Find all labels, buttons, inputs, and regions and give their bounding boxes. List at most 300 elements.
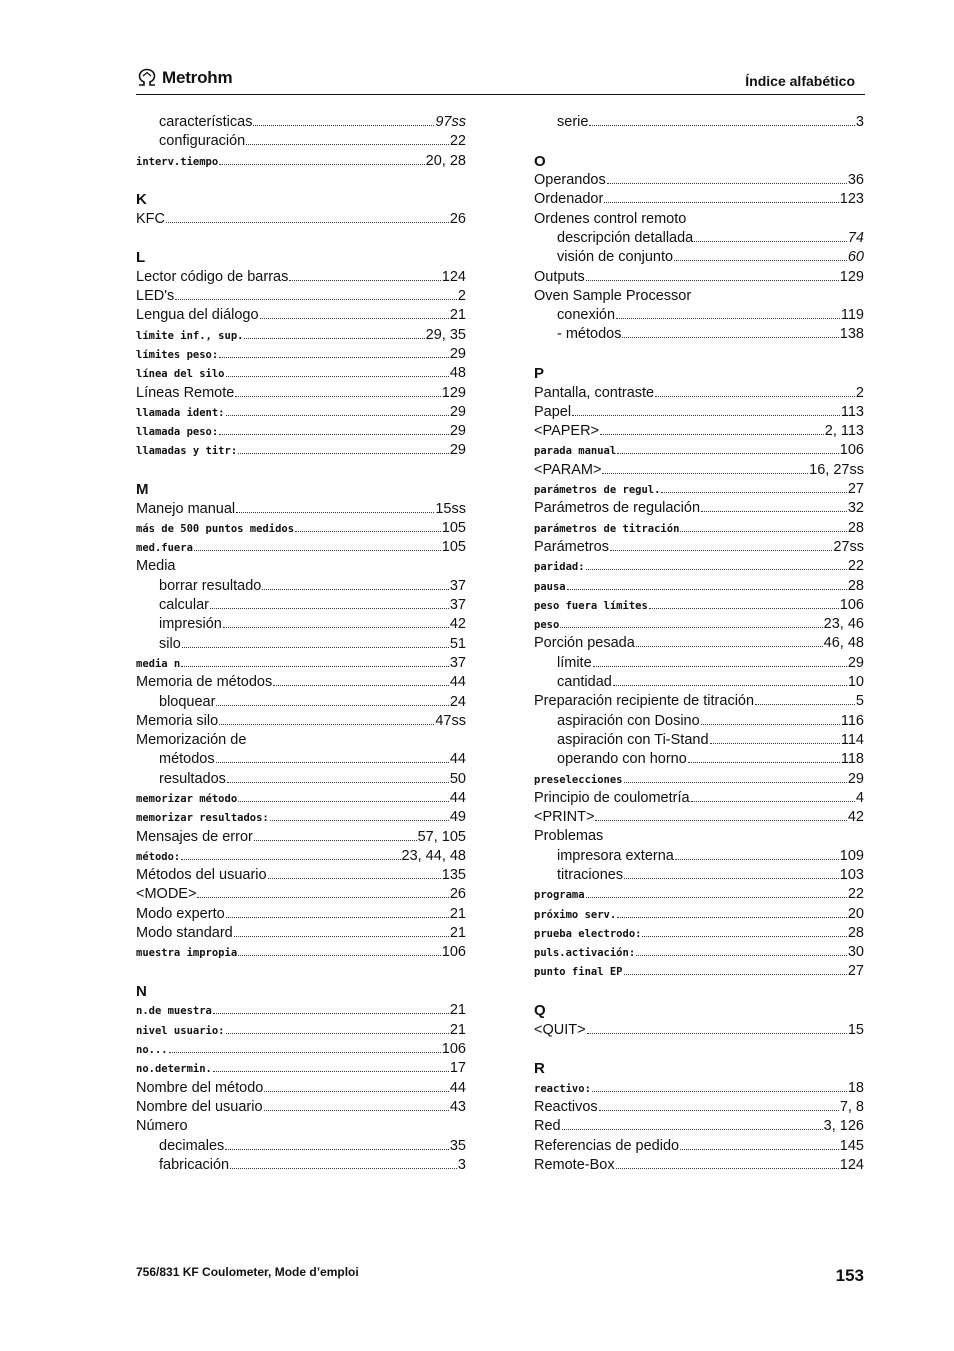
index-entry: [534, 441, 864, 460]
index-group-label: [534, 827, 864, 846]
entry-term: Memoria de métodos: [136, 674, 273, 691]
entry-page-ref: 44: [449, 674, 466, 691]
entry-term: serie: [557, 114, 589, 130]
entry-page-ref: 20: [847, 905, 864, 922]
dot-leader: [616, 318, 840, 319]
index-entry: [534, 538, 864, 557]
dot-leader: [600, 434, 824, 435]
entry-term: resultados: [159, 770, 226, 787]
index-entry: [136, 1079, 466, 1098]
index-entry: [136, 943, 466, 962]
index-entry: [534, 190, 864, 209]
index-entry: [136, 210, 466, 229]
dot-leader: [226, 376, 449, 377]
entry-term: Nombre del usuario: [136, 1098, 263, 1115]
entry-term: Parámetros de regulación: [534, 500, 701, 517]
entry-term: Líneas Remote: [136, 384, 235, 401]
dot-leader: [587, 1033, 847, 1034]
entry-page-ref: 114: [840, 731, 864, 748]
entry-page-ref: 16, 27ss: [809, 461, 864, 478]
section-title: Índice alfabético: [745, 73, 855, 89]
index-entry: [136, 693, 466, 712]
entry-page-ref: 27: [847, 481, 864, 498]
dot-leader: [246, 144, 449, 145]
index-entry: [534, 770, 864, 789]
entry-term: Operandos: [534, 172, 606, 189]
entry-page-ref: 118: [840, 751, 864, 768]
index-entry: [136, 384, 466, 403]
index-entry: [136, 712, 466, 731]
dot-leader: [226, 917, 449, 918]
entry-term: Preparación recipiente de titración: [534, 693, 755, 710]
dot-leader: [624, 878, 839, 879]
dot-leader: [694, 241, 847, 242]
dot-leader: [755, 704, 855, 705]
index-entry: [534, 403, 864, 422]
dot-leader: [624, 782, 847, 783]
dot-leader: [219, 724, 434, 725]
dot-leader: [270, 820, 449, 821]
dot-leader: [622, 337, 838, 338]
entry-page-ref: 37: [449, 577, 466, 594]
entry-term: programa: [534, 889, 585, 902]
dot-leader: [197, 897, 448, 898]
entry-term: más de 500 puntos medidos: [136, 522, 295, 535]
index-entry: [136, 635, 466, 654]
dot-leader: [655, 396, 855, 397]
entry-term: Principio de coulometría: [534, 789, 690, 806]
index-column-right: [534, 113, 864, 1175]
entry-term: Pantalla, contraste: [534, 384, 655, 401]
dot-leader: [610, 550, 832, 551]
entry-term: límite inf., sup.: [136, 329, 244, 342]
entry-page-ref: 32: [847, 500, 864, 517]
entry-page-ref: 129: [441, 384, 466, 401]
entry-page-ref: 42: [847, 809, 864, 826]
entry-page-ref: 29: [449, 403, 466, 420]
index-entry: [136, 673, 466, 692]
dot-leader: [289, 280, 440, 281]
entry-term: parámetros de regul.: [534, 484, 661, 497]
entry-term: KFC: [136, 210, 165, 227]
entry-page-ref: 2: [855, 384, 864, 401]
entry-term: línea del silo: [136, 368, 225, 381]
dot-leader: [213, 1071, 449, 1072]
index-group-label: [136, 557, 466, 576]
dot-leader: [234, 936, 449, 937]
index-entry: [136, 1001, 466, 1020]
dot-leader: [225, 1149, 449, 1150]
entry-page-ref: 22: [449, 133, 466, 150]
entry-page-ref: 15: [847, 1021, 864, 1038]
entry-page-ref: 51: [449, 635, 466, 652]
index-entry: [136, 577, 466, 596]
index-entry: [534, 461, 864, 480]
entry-page-ref: 10: [847, 674, 864, 691]
entry-term: conexión: [557, 307, 616, 324]
dot-leader: [254, 840, 417, 841]
index-entry: [136, 422, 466, 441]
index-entry: [136, 789, 466, 808]
entry-term: med.fuera: [136, 542, 193, 555]
index-entry: [136, 615, 466, 634]
index-entry: [534, 692, 864, 711]
letter-heading: Q: [534, 1002, 546, 1020]
dot-leader: [227, 782, 449, 783]
index-entry: [534, 808, 864, 827]
entry-page-ref: 106: [839, 596, 864, 613]
dot-leader: [219, 164, 424, 165]
entry-term: límites peso:: [136, 348, 219, 361]
entry-page-ref: 124: [839, 1156, 864, 1173]
dot-leader: [264, 1091, 449, 1092]
entry-page-ref: 29: [449, 345, 466, 362]
index-entry: [534, 1117, 864, 1136]
dot-leader: [235, 396, 440, 397]
dot-leader: [636, 646, 823, 647]
entry-term: aspiración con Ti-Stand: [557, 731, 709, 748]
index-entry: [534, 480, 864, 499]
index-entry: [136, 1040, 466, 1059]
index-entry: [534, 557, 864, 576]
dot-leader: [599, 1110, 839, 1111]
dot-leader: [593, 666, 847, 667]
index-group-label: [534, 287, 864, 306]
index-entry: [534, 577, 864, 596]
entry-page-ref: 97ss: [435, 114, 466, 130]
index-entry: [136, 1098, 466, 1117]
entry-page-ref: 44: [449, 1079, 466, 1096]
entry-page-ref: 44: [449, 790, 466, 806]
dot-leader: [586, 897, 847, 898]
entry-page-ref: 124: [441, 268, 466, 285]
entry-page-ref: 21: [449, 905, 466, 922]
index-entry: [534, 1098, 864, 1117]
dot-leader: [617, 453, 839, 454]
dot-leader: [636, 955, 847, 956]
entry-term: Ordenador: [534, 191, 604, 208]
letter-heading: O: [534, 152, 546, 170]
dot-leader: [194, 550, 441, 551]
letter-heading: L: [136, 249, 146, 267]
dot-leader: [253, 125, 434, 126]
entry-term: características: [159, 114, 253, 130]
entry-page-ref: 103: [839, 866, 864, 883]
index-entry: [136, 1156, 466, 1175]
dot-leader: [560, 627, 822, 628]
index-entry: [136, 847, 466, 866]
index-entry: [534, 306, 864, 325]
index-entry: [534, 596, 864, 615]
entry-term: cantidad: [557, 674, 612, 691]
dot-leader: [680, 531, 846, 532]
letter-heading: R: [534, 1060, 545, 1078]
entry-page-ref: 15ss: [435, 500, 466, 517]
dot-leader: [260, 318, 449, 319]
entry-term: Porción pesada: [534, 635, 635, 652]
dot-leader: [181, 859, 400, 860]
entry-page-ref: 23, 46: [823, 616, 864, 633]
entry-page-ref: 35: [449, 1137, 466, 1154]
metrohm-omega-icon: [136, 68, 158, 88]
dot-leader: [216, 705, 448, 706]
dot-leader: [230, 1168, 457, 1169]
letter-heading: N: [136, 983, 147, 1001]
entry-term: <QUIT>: [534, 1021, 586, 1038]
entry-page-ref: 2: [457, 288, 466, 305]
entry-term: Oven Sample Processor: [534, 287, 692, 304]
dot-leader: [688, 762, 840, 763]
entry-term: Modo standard: [136, 925, 233, 942]
entry-term: memorizar método: [136, 793, 238, 805]
dot-leader: [182, 647, 449, 648]
index-entry: [534, 634, 864, 653]
entry-page-ref: 29, 35: [425, 326, 466, 343]
entry-term: media n: [136, 657, 181, 670]
entry-term: calcular: [159, 597, 209, 614]
entry-page-ref: 106: [441, 944, 466, 961]
entry-page-ref: 145: [839, 1137, 864, 1154]
entry-term: <MODE>: [136, 886, 197, 903]
index-entry: [534, 962, 864, 981]
entry-page-ref: 29: [449, 442, 466, 459]
index-entry: [136, 500, 466, 519]
entry-term: paridad:: [534, 561, 585, 574]
index-entry: [136, 1021, 466, 1040]
entry-page-ref: 138: [839, 326, 864, 343]
entry-page-ref: 46, 48: [823, 635, 864, 652]
dot-leader: [262, 589, 449, 590]
manual-title: 756/831 KF Coulometer, Mode d’emploi: [136, 1265, 359, 1279]
index-entry: [136, 132, 466, 151]
entry-term: Modo experto: [136, 905, 225, 922]
dot-leader: [226, 1033, 449, 1034]
entry-page-ref: 3: [855, 114, 864, 130]
entry-term: nivel usuario:: [136, 1024, 225, 1037]
index-entry: [534, 248, 864, 267]
index-entry: [534, 885, 864, 904]
dot-leader: [586, 569, 847, 570]
dot-leader: [616, 1168, 839, 1169]
dot-leader: [617, 917, 847, 918]
index-entry: [136, 403, 466, 422]
dot-leader: [602, 473, 808, 474]
entry-term: Lengua del diálogo: [136, 307, 259, 324]
entry-page-ref: 129: [839, 268, 864, 285]
dot-leader: [691, 801, 855, 802]
index-entry: [136, 905, 466, 924]
entry-term: Métodos del usuario: [136, 867, 267, 884]
entry-term: preselecciones: [534, 773, 623, 786]
entry-page-ref: 47ss: [435, 712, 466, 729]
entry-page-ref: 30: [847, 944, 864, 961]
entry-page-ref: 29: [847, 654, 864, 671]
entry-term: n.de muestra: [136, 1005, 212, 1018]
index-entry: [534, 673, 864, 692]
index-entry: [534, 229, 864, 248]
index-entry: [534, 905, 864, 924]
entry-term: impresora externa: [557, 847, 674, 864]
index-entry: [534, 866, 864, 885]
entry-page-ref: 105: [441, 539, 466, 556]
entry-page-ref: 37: [449, 654, 466, 671]
entry-page-ref: 22: [847, 886, 864, 903]
entry-page-ref: 21: [449, 1002, 466, 1019]
dot-leader: [216, 762, 449, 763]
index-entry: [136, 538, 466, 557]
entry-term: punto final EP: [534, 966, 623, 979]
entry-page-ref: 5: [855, 693, 864, 710]
entry-term: visión de conjunto: [557, 249, 674, 266]
index-group-label: [534, 210, 864, 229]
entry-page-ref: 135: [441, 867, 466, 884]
entry-term: muestra impropia: [136, 947, 238, 960]
index-entry: [136, 1059, 466, 1078]
dot-leader: [701, 724, 840, 725]
dot-leader: [238, 801, 449, 802]
entry-page-ref: 60: [847, 249, 864, 266]
entry-page-ref: 49: [449, 809, 466, 826]
entry-term: Lector código de barras: [136, 268, 289, 285]
index-entry: [534, 384, 864, 403]
index-entry: [534, 499, 864, 518]
dot-leader: [181, 666, 449, 667]
entry-page-ref: 2, 113: [824, 423, 864, 440]
entry-term: bloquear: [159, 693, 216, 710]
index-entry: [136, 770, 466, 789]
index-entry: [534, 268, 864, 287]
brand-name: Metrohm: [162, 68, 233, 87]
entry-term: métodos: [159, 751, 215, 768]
brand-logo: [136, 66, 232, 90]
entry-term: Parámetros: [534, 538, 609, 555]
entry-term: <PAPER>: [534, 423, 600, 440]
entry-term: parada manual: [534, 445, 617, 458]
index-entry: [136, 441, 466, 460]
entry-term: descripción detallada: [557, 229, 694, 246]
entry-term: Problemas: [534, 828, 604, 845]
entry-term: Media: [136, 558, 176, 575]
index-column-left: [136, 113, 466, 1175]
entry-term: Memoria silo: [136, 712, 219, 729]
entry-page-ref: 21: [449, 307, 466, 324]
dot-leader: [219, 357, 449, 358]
entry-term: aspiración con Dosino: [557, 712, 700, 729]
entry-page-ref: 22: [847, 558, 864, 575]
entry-term: decimales: [159, 1137, 225, 1154]
entry-term: operando con horno: [557, 751, 687, 768]
entry-term: Red: [534, 1118, 561, 1135]
index-entry: [136, 654, 466, 673]
entry-term: llamada peso:: [136, 426, 219, 439]
index-entry: [534, 615, 864, 634]
index-entry: [534, 113, 864, 132]
letter-heading: M: [136, 481, 149, 499]
entry-page-ref: 50: [449, 770, 466, 787]
entry-page-ref: 20, 28: [425, 152, 466, 169]
index-entry: [534, 1079, 864, 1098]
entry-page-ref: 106: [839, 442, 864, 459]
dot-leader: [604, 202, 838, 203]
entry-term: puls.activación:: [534, 947, 636, 960]
dot-leader: [674, 260, 847, 261]
entry-page-ref: 48: [449, 365, 466, 382]
entry-term: reactivo:: [534, 1082, 591, 1095]
entry-term: LED's: [136, 288, 175, 305]
entry-page-ref: 44: [449, 751, 466, 768]
index-entry: [534, 171, 864, 190]
index-group-label: [136, 731, 466, 750]
entry-term: Remote-Box: [534, 1156, 615, 1173]
entry-term: titraciones: [557, 866, 624, 883]
entry-term: Papel: [534, 403, 572, 420]
entry-term: configuración: [159, 133, 246, 150]
entry-page-ref: 74: [847, 229, 864, 246]
entry-term: - métodos: [557, 326, 622, 343]
index-entry: [136, 828, 466, 847]
entry-page-ref: 109: [839, 847, 864, 864]
dot-leader: [586, 280, 839, 281]
entry-page-ref: 105: [441, 519, 466, 536]
entry-page-ref: 116: [840, 712, 864, 729]
dot-leader: [169, 1052, 441, 1053]
entry-term: Referencias de pedido: [534, 1137, 680, 1154]
entry-term: Mensajes de error: [136, 828, 253, 845]
index-entry: [136, 924, 466, 943]
index-entry: [534, 1021, 864, 1040]
letter-heading: K: [136, 191, 147, 209]
entry-term: pausa: [534, 580, 566, 593]
index-entry: [534, 422, 864, 441]
entry-term: fabricación: [159, 1156, 230, 1173]
entry-page-ref: 28: [847, 924, 864, 941]
index-entry: [534, 1156, 864, 1175]
entry-page-ref: 26: [449, 210, 466, 227]
index-entry: [534, 924, 864, 943]
entry-page-ref: 28: [847, 519, 864, 536]
dot-leader: [592, 1091, 847, 1092]
page-header: [136, 66, 865, 95]
index-entry: [534, 712, 864, 731]
dot-leader: [642, 936, 846, 937]
entry-term: impresión: [159, 616, 222, 633]
dot-leader: [273, 685, 449, 686]
index-entry: [534, 519, 864, 538]
entry-page-ref: 36: [847, 172, 864, 189]
entry-term: interv.tiempo: [136, 155, 219, 168]
dot-leader: [624, 974, 847, 975]
entry-term: no.determin.: [136, 1063, 212, 1076]
index-entry: [136, 1137, 466, 1156]
entry-term: no...: [136, 1044, 168, 1057]
index-entry: [136, 808, 466, 827]
index-entry: [136, 306, 466, 325]
dot-leader: [166, 222, 449, 223]
dot-leader: [244, 338, 424, 339]
entry-page-ref: 57, 105: [417, 828, 466, 845]
entry-term: silo: [159, 635, 181, 652]
dot-leader: [213, 1013, 449, 1014]
index-entry: [136, 287, 466, 306]
entry-page-ref: 119: [840, 307, 864, 324]
index-entry: [534, 789, 864, 808]
entry-term: método:: [136, 850, 181, 863]
dot-leader: [613, 685, 847, 686]
dot-leader: [661, 492, 846, 493]
index-entry: [136, 268, 466, 287]
index-group-label: [136, 1117, 466, 1136]
entry-page-ref: 106: [441, 1041, 466, 1058]
